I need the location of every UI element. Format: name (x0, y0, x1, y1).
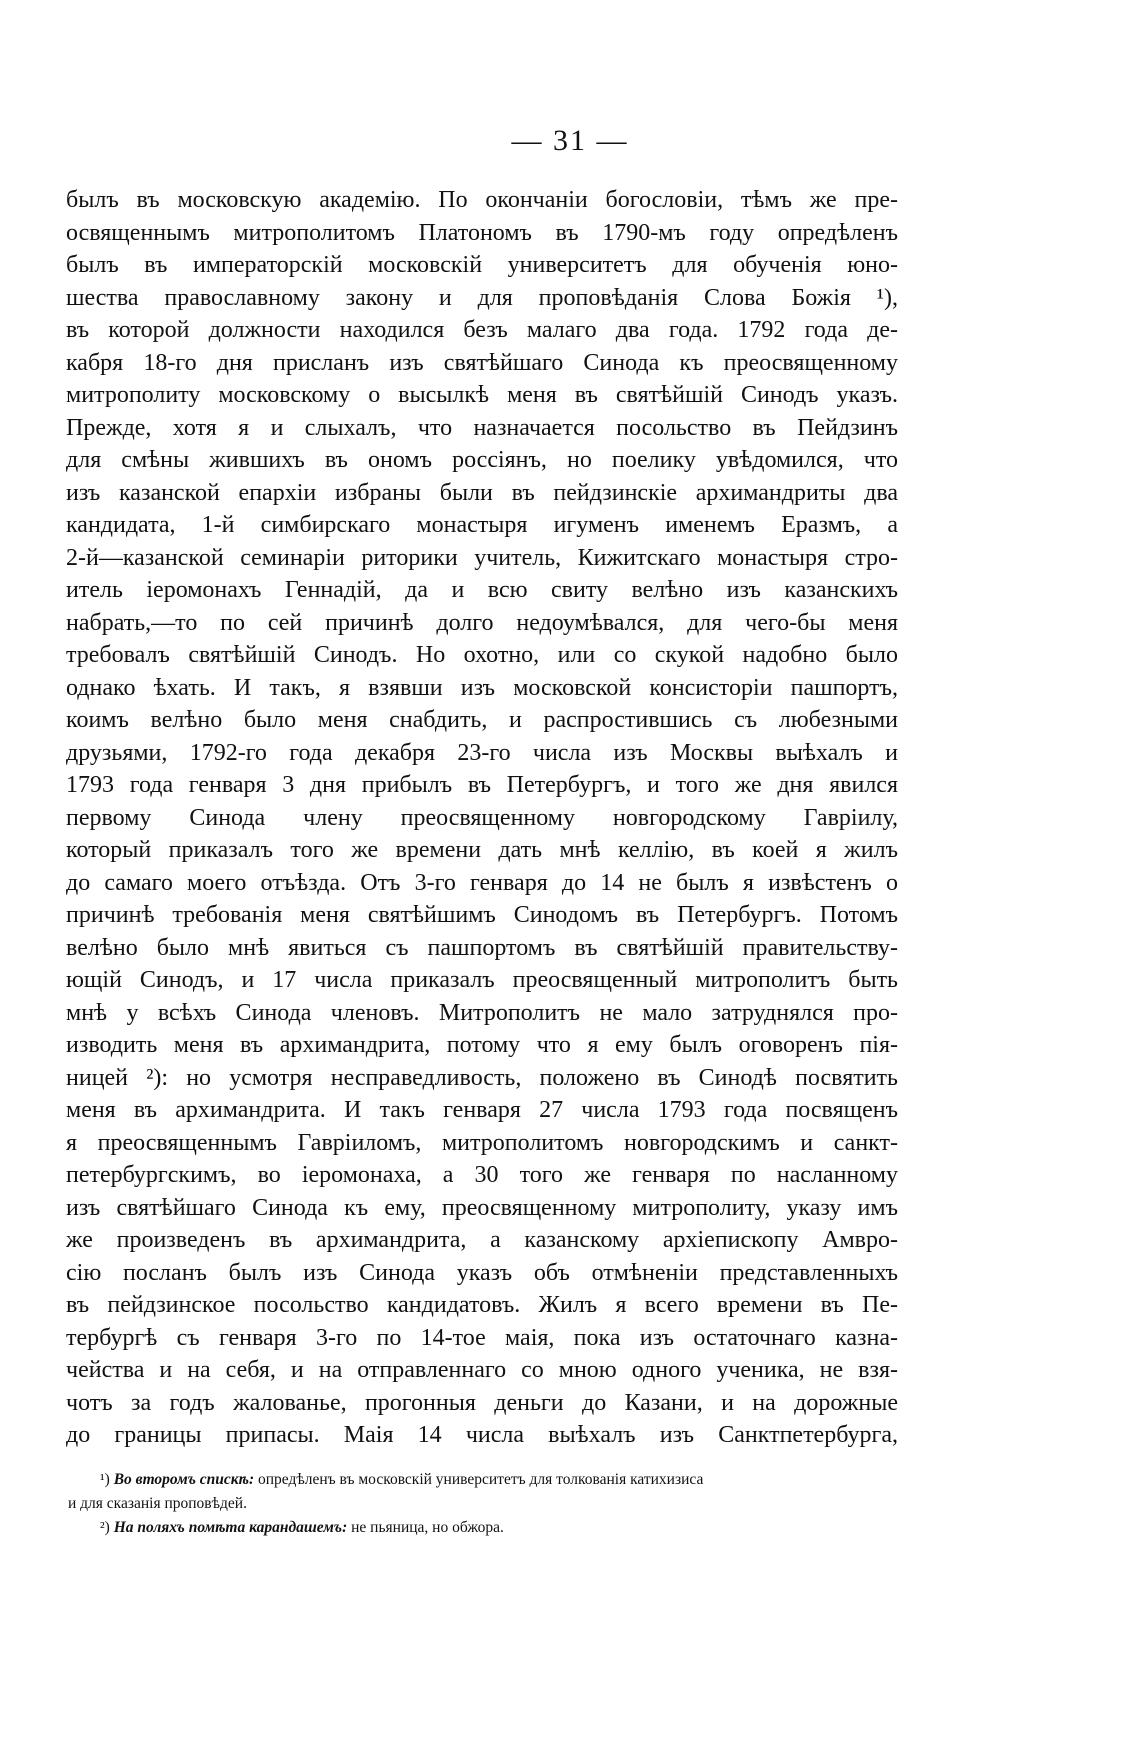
text-line: я преосвященнымъ Гавріиломъ, митрополитомъ новгородскимъ и санкт- (66, 1129, 898, 1156)
text-line: однако ѣхать. И такъ, я взявши изъ московской консисторіи пашпортъ, (66, 674, 898, 701)
footnote-2-source: На поляхъ помѣта карандашемъ: (113, 1519, 348, 1536)
footnotes (68, 1468, 900, 1540)
text-line: чотъ за годъ жалованье, прогонныя деньги до Казани, и на дорожные (66, 1389, 898, 1416)
body-text (66, 184, 898, 1452)
text-line: 2-й—казанской семинаріи риторики учитель, Кижитскаго монастыря стро- (66, 544, 898, 571)
text-line: для смѣны жившихъ въ ономъ россіянъ, но поелику увѣдомился, что (66, 447, 898, 473)
text-line: тербургѣ съ генваря 3-го по 14-тое маія, пока изъ остаточнаго казна- (66, 1324, 898, 1351)
text-line: до самаго моего отъѣзда. Отъ 3-го генваря до 14 не былъ я извѣстенъ о (66, 869, 898, 896)
text-line: коимъ велѣно было меня снабдить, и распростившись съ любезными (66, 707, 898, 733)
footnote-2-marker: ²) (100, 1519, 110, 1536)
text-line: Прежде, хотя я и слыхалъ, что назначается посольство въ Пейдзинъ (66, 414, 898, 441)
footnote-2 (100, 1516, 900, 1540)
footnote-1-text: опредѣленъ въ московскій университетъ для толкованія катихизиса (257, 1471, 704, 1488)
text-line: былъ въ московскую академію. По окончаніи богословіи, тѣмъ же пре- (66, 187, 898, 213)
text-line: причинѣ требованія меня святѣйшимъ Синодомъ въ Петербургъ. Потомъ (66, 902, 898, 928)
text-line: велѣно было мнѣ явиться съ пашпортомъ въ святѣйшій правительству- (66, 934, 898, 961)
text-line: шества православному закону и для проповѣданія Слова Божія ¹), (66, 284, 898, 311)
text-line: былъ въ императорскій московскій университетъ для обученія юно- (66, 252, 898, 278)
text-line: изъ казанской епархіи избраны были въ пейдзинскіе архимандриты два (66, 479, 898, 506)
text-line: итель іеромонахъ Геннадій, да и всю свиту велѣно изъ казанскихъ (66, 577, 898, 603)
text-line: изводить меня въ архимандрита, потому что я ему былъ оговоренъ пія- (66, 1032, 898, 1058)
text-line: набрать,—то по сей причинѣ долго недоумѣвался, для чего-бы меня (66, 609, 898, 636)
text-line: митрополиту московскому о высылкѣ меня въ святѣйшій Синодъ указъ. (66, 382, 898, 408)
footnote-2-text: не пьяница, но обжора. (351, 1519, 504, 1536)
text-line: изъ святѣйшаго Синода къ ему, преосвященному митрополиту, указу имъ (66, 1194, 898, 1221)
text-line: въ пейдзинское посольство кандидатовъ. Жилъ я всего времени въ Пе- (66, 1292, 898, 1318)
text-line: ницей ²): но усмотря несправедливость, положено въ Синодѣ посвятить (66, 1064, 898, 1091)
text-line: который приказалъ того же времени дать мнѣ келлію, въ коей я жилъ (66, 837, 898, 863)
text-line: въ которой должности находился безъ малаго два года. 1792 года де- (66, 317, 898, 343)
footnote-1-marker: ¹) (100, 1471, 110, 1488)
text-line: кандидата, 1-й симбирскаго монастыря игуменъ именемъ Еразмъ, а (66, 512, 898, 538)
text-line: мнѣ у всѣхъ Синода членовъ. Митрополитъ не мало затруднялся про- (66, 999, 898, 1026)
text-line: ющій Синодъ, и 17 числа приказалъ преосвященный митрополитъ быть (66, 967, 898, 993)
text-line: 1793 года генваря 3 дня прибылъ въ Петербургъ, и того же дня явился (66, 772, 898, 798)
text-line: петербургскимъ, во іеромонаха, а 30 того же генваря по насланному (66, 1162, 898, 1188)
text-line: кабря 18-го дня присланъ изъ святѣйшаго Синода къ преосвященному (66, 349, 898, 376)
text-line: же произведенъ въ архимандрита, а казанскому архіепископу Амвро- (66, 1227, 898, 1253)
text-line: требовалъ святѣйшій Синодъ. Но охотно, или со скукой надобно было (66, 642, 898, 668)
text-line: освященнымъ митрополитомъ Платономъ въ 1790-мъ году опредѣленъ (66, 219, 898, 246)
footnote-1-continuation: и для сказанія проповѣдей. (68, 1495, 247, 1512)
text-line: сію посланъ былъ изъ Синода указъ объ отмѣненіи представленныхъ (66, 1259, 898, 1286)
footnote-1 (100, 1468, 900, 1492)
page-number: — 31 — (511, 124, 629, 157)
text-line: меня въ архимандрита. И такъ генваря 27 числа 1793 года посвященъ (66, 1097, 898, 1123)
text-line: первому Синода члену преосвященному новгородскому Гавріилу, (66, 804, 898, 831)
text-line: чейства и на себя, и на отправленнаго со мною одного ученика, не взя- (66, 1357, 898, 1383)
text-line: друзьями, 1792-го года декабря 23-го числа изъ Москвы выѣхалъ и (66, 739, 898, 766)
footnote-1-source: Во второмъ спискѣ: (113, 1471, 255, 1488)
text-line: до границы припасы. Маія 14 числа выѣхалъ изъ Санктпетербурга, (66, 1422, 898, 1448)
